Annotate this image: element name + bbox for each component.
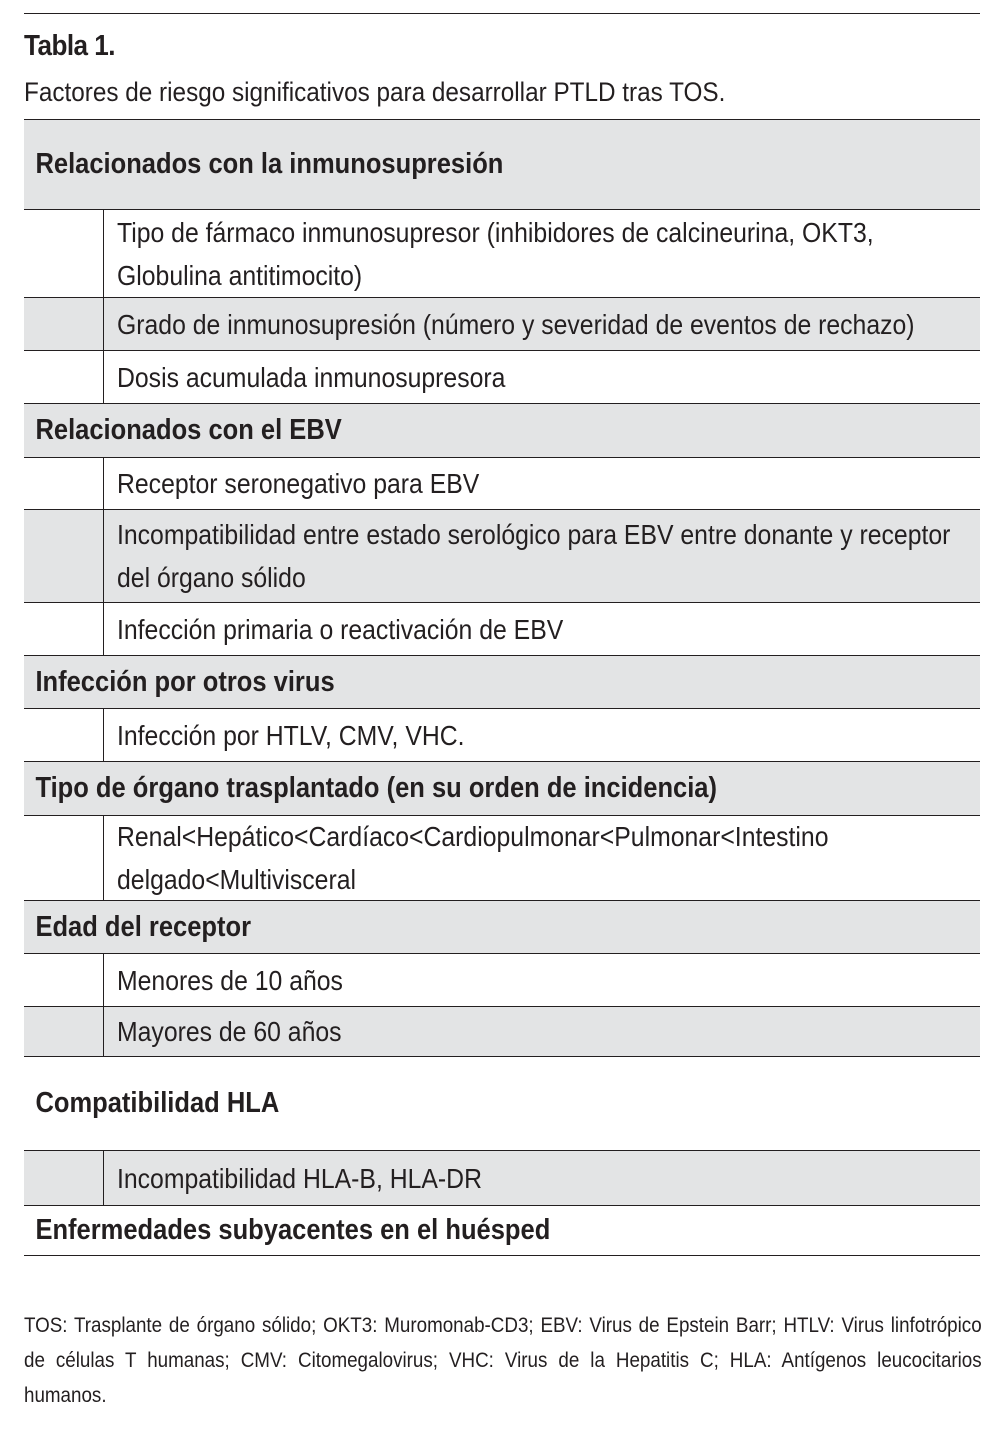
- indent-cell: [24, 954, 104, 1006]
- indent-cell: [24, 816, 104, 900]
- category-label: Edad del receptor: [35, 910, 252, 943]
- item-cell: [104, 709, 1004, 761]
- item-row: [24, 708, 980, 761]
- item-text: Incompatibilidad entre estado serológico para EBV entre donante y receptor del órgano sólido: [117, 519, 951, 593]
- indent-cell: [24, 458, 104, 509]
- category-label: Relacionados con el EBV: [35, 414, 342, 446]
- item-cell: [104, 210, 1004, 297]
- indent-cell: [24, 1151, 104, 1205]
- indent-cell: [24, 298, 104, 350]
- item-row: [24, 1150, 980, 1205]
- item-text: Receptor seronegativo para EBV: [117, 468, 480, 499]
- item-cell: [104, 458, 1004, 509]
- item-text: Grado de inmunosupresión (número y severidad de eventos de rechazo): [117, 308, 915, 340]
- item-cell: [104, 816, 1004, 900]
- category-label: Infección por otros virus: [35, 665, 335, 698]
- item-cell: [104, 1151, 1004, 1205]
- category-row-hla: [24, 1056, 980, 1150]
- category-row-organ-type: [24, 761, 980, 815]
- item-cell: [104, 351, 1004, 403]
- item-row: [24, 1006, 980, 1056]
- indent-cell: [24, 210, 104, 297]
- item-row: [24, 602, 980, 655]
- category-row-other-viruses: [24, 655, 980, 708]
- item-text: Infección primaria o reactivación de EBV: [117, 613, 564, 645]
- item-row: [24, 350, 980, 403]
- item-row: [24, 297, 980, 350]
- item-text: Incompatibilidad HLA-B, HLA-DR: [117, 1162, 482, 1194]
- category-row-immunosuppression: [24, 119, 980, 209]
- indent-cell: [24, 1007, 104, 1056]
- item-cell: [104, 510, 1004, 602]
- category-label: Enfermedades subyacentes en el huésped: [35, 1214, 551, 1246]
- category-row-recipient-age: [24, 900, 980, 953]
- risk-factors-table: [24, 119, 980, 1256]
- category-label: Relacionados con la inmunosupresión: [35, 148, 504, 180]
- indent-cell: [24, 709, 104, 761]
- item-cell: [104, 603, 1004, 655]
- item-row: [24, 209, 980, 297]
- item-row: [24, 509, 980, 602]
- item-text: Renal<Hepático<Cardíaco<Cardiopulmonar<Pulmonar<Intestino delgado<Multivisceral: [117, 821, 829, 895]
- item-cell: [104, 954, 1004, 1006]
- indent-cell: [24, 603, 104, 655]
- item-row: [24, 457, 980, 509]
- item-text: Infección por HTLV, CMV, VHC.: [117, 719, 465, 751]
- category-label: Compatibilidad HLA: [35, 1087, 280, 1119]
- indent-cell: [24, 351, 104, 403]
- item-text: Menores de 10 años: [117, 964, 343, 996]
- table-title: Tabla 1.: [24, 30, 115, 62]
- top-rule: [24, 13, 980, 14]
- item-text: Tipo de fármaco inmunosupresor (inhibidores de calcineurina, OKT3, Globulina antitimocito): [117, 216, 874, 291]
- item-row: [24, 815, 980, 900]
- indent-cell: [24, 510, 104, 602]
- table-caption: Factores de riesgo significativos para desarrollar PTLD tras TOS.: [24, 77, 726, 107]
- category-row-ebv: [24, 403, 980, 457]
- category-row-underlying-diseases: [24, 1205, 980, 1256]
- item-text: Dosis acumulada inmunosupresora: [117, 361, 506, 393]
- item-cell: [104, 298, 1004, 350]
- item-cell: [104, 1007, 1004, 1056]
- item-text: Mayores de 60 años: [117, 1016, 342, 1047]
- category-label: Tipo de órgano trasplantado (en su orden de incidencia): [35, 772, 718, 804]
- item-row: [24, 953, 980, 1006]
- table-footnote: TOS: Trasplante de órgano sólido; OKT3: Muromonab-CD3; EBV: Virus de Epstein Barr; HTLV: Virus linfotrópico de células T humanas; CMV: Citomegalovirus; VHC: Virus de la Hepatitis C; HLA: Antígenos leucocitarios humanos.: [24, 1314, 982, 1407]
